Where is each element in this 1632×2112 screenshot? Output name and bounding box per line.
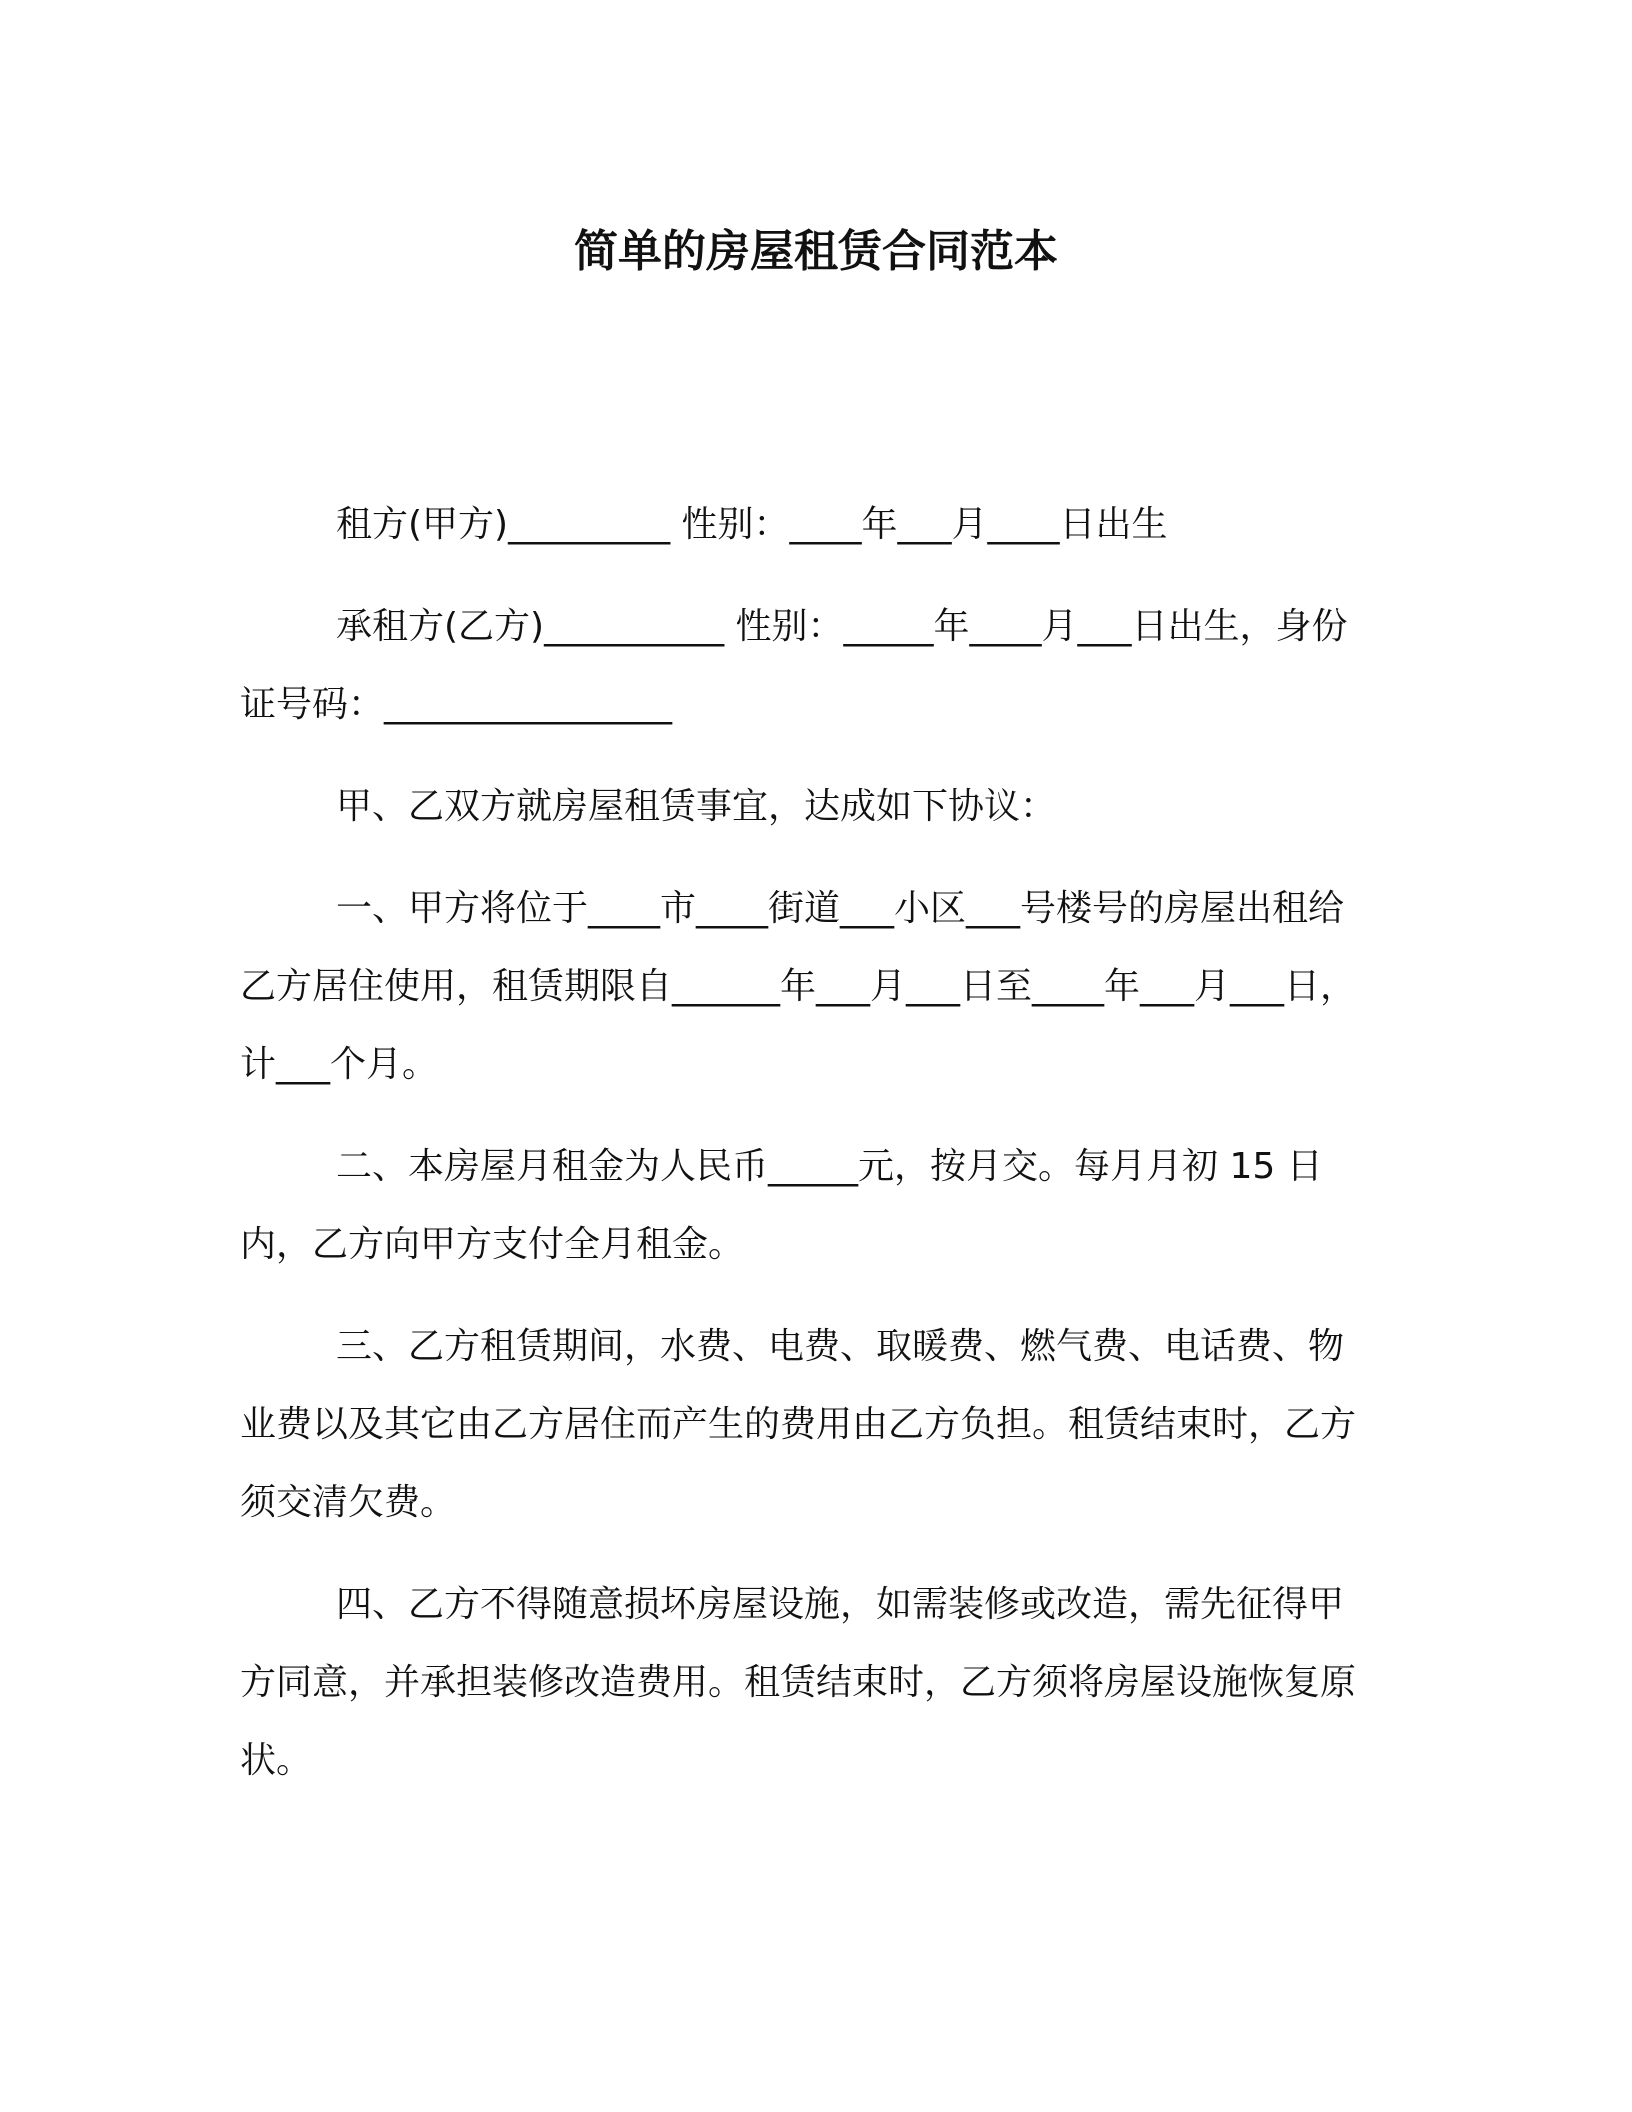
document-body [240,486,1372,1824]
paragraph-clause-1: 一、甲方将位于____市____街道___小区___号楼号的房屋出租给乙方居住使用，租赁期限自______年___月___日至____年___月___日，计___个月。 [240,888,1357,1085]
paragraph-clause-3: 三、乙方租赁期间，水费、电费、取暖费、燃气费、电话费、物业费以及其它由乙方居住而产生的费用由乙方负担。租赁结束时，乙方须交清欠费。 [240,1326,1357,1523]
paragraph-lessee: 承租方(乙方)__________ 性别：_____年____月___日出生，身份证号码：________________ [240,606,1348,725]
paragraph-agreement-intro: 甲、乙双方就房屋租赁事宜，达成如下协议： [336,786,1057,827]
paragraph-clause-4: 四、乙方不得随意损坏房屋设施，如需装修或改造，需先征得甲方同意，并承担装修改造费用。租赁结束时，乙方须将房屋设施恢复原状。 [240,1584,1357,1781]
document-title: 简单的房屋租赁合同范本 [574,226,1058,277]
paragraph-clause-2: 二、本房屋月租金为人民币_____元，按月交。每月月初 15 日内，乙方向甲方支付全月租金。 [240,1146,1323,1265]
paragraph-lessor: 租方(甲方)_________ 性别：____年___月____日出生 [336,504,1168,545]
